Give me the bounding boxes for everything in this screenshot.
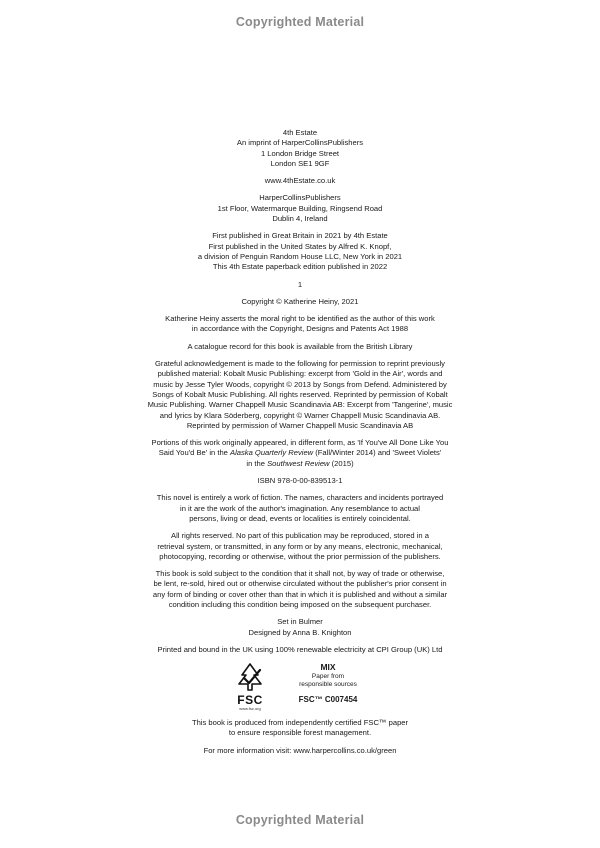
- journal-title: Alaska Quarterly Review: [230, 448, 314, 458]
- portions-line: Portions of this work originally appeared, in different form, as 'If You've All Done Like You: [151, 438, 449, 448]
- printing-number: 1: [297, 279, 303, 289]
- fsc-logo-url: www.fsc.org: [239, 706, 261, 712]
- fiction-line: persons, living or dead, events or localities is entirely coincidental.: [189, 513, 411, 523]
- address-line: Dublin 4, Ireland: [272, 214, 328, 224]
- fsc-code: FSC™ C007454: [298, 695, 358, 705]
- journal-title: Southwest Review: [267, 458, 330, 468]
- fiction-notice: [120, 493, 480, 524]
- fiction-line: This novel is entirely a work of fiction. The names, characters and incidents portrayed: [156, 493, 444, 503]
- portions-text: Said You'd Be' in the: [158, 448, 231, 458]
- moral-right-notice: [120, 314, 480, 335]
- more-info: For more information visit: www.harpercollins.co.uk/green: [203, 745, 397, 755]
- fsc-statement: [120, 718, 480, 739]
- acknowledgement-line: Grateful acknowledgement is made to the following for permission to reprint previously: [155, 359, 445, 369]
- sale-line: any form of binding or cover other than that in which it is published and without a similar: [152, 589, 448, 599]
- fsc-statement-line: This book is produced from independently certified FSC™ paper: [191, 718, 409, 728]
- address-line: 1st Floor, Watermarque Building, Ringsend Road: [217, 203, 383, 213]
- rights-reserved: [120, 531, 480, 562]
- fsc-logo-letters: FSC: [237, 693, 263, 708]
- history-line: This 4th Estate paperback edition published in 2022: [212, 262, 388, 272]
- sale-condition: [120, 569, 480, 610]
- acknowledgement-line: and lyrics by Klara Söderberg, copyright © Warner Chappell Music Scandinavia AB.: [159, 410, 441, 420]
- rights-line: retrieval system, or transmitted, in any form or by any means, electronic, mechanical,: [157, 541, 443, 551]
- copyright-page: [120, 128, 480, 763]
- acknowledgement-line: music by Jesse Tyler Woods, copyright © 2013 by Songs from Defend. Administered by: [153, 379, 447, 389]
- portions-notice: [120, 438, 480, 469]
- typesetting-credits: [120, 617, 480, 638]
- acknowledgements: [120, 359, 480, 431]
- portions-line: [120, 459, 480, 469]
- acknowledgement-line: Music Publishing. Warner Chappell Music Scandinavia AB: Excerpt from 'Tangerine', music: [147, 400, 453, 410]
- fsc-sub-line: Paper from: [311, 673, 345, 681]
- history-line: First published in the United States by Alfred K. Knopf,: [208, 241, 392, 251]
- publication-history: [120, 231, 480, 272]
- fsc-sub-line: responsible sources: [299, 681, 357, 689]
- publisher-line: An imprint of HarperCollinsPublishers: [236, 138, 364, 148]
- publisher-line: 1 London Bridge Street: [260, 148, 340, 158]
- rights-line: All rights reserved. No part of this publication may be reproduced, stored in a: [171, 531, 429, 541]
- watermark-bottom: Copyrighted Material: [235, 813, 365, 827]
- fsc-logo: [227, 662, 273, 711]
- acknowledgement-line: Reprinted by permission of Warner Chappell Music Scandinavia AB: [186, 420, 414, 430]
- rights-line: photocopying, recording or otherwise, without the prior permission of the publishers.: [159, 551, 441, 561]
- sale-line: be lent, re-sold, hired out or otherwise circulated without the publisher's prior consent in: [153, 579, 447, 589]
- publisher-website: www.4thEstate.co.uk: [264, 176, 336, 186]
- fsc-label: [283, 662, 373, 707]
- portions-text: (2015): [329, 458, 354, 468]
- isbn: ISBN 978-0-00-839513-1: [257, 476, 343, 486]
- typesetting-line: Set in Bulmer: [277, 617, 323, 627]
- history-line: First published in Great Britain in 2021 by 4th Estate: [212, 231, 388, 241]
- fsc-statement-line: to ensure responsible forest management.: [228, 728, 372, 738]
- printing-notice: Printed and bound in the UK using 100% renewable electricity at CPI Group (UK) Ltd: [157, 644, 443, 654]
- fsc-certification: [120, 662, 480, 712]
- harpercollins-address: [120, 193, 480, 224]
- fiction-line: in it are the work of the author's imagination. Any resemblance to actual: [180, 503, 420, 513]
- fsc-tree-check-icon: [230, 662, 270, 694]
- address-line: HarperCollinsPublishers: [259, 193, 341, 203]
- copyright-notice: Copyright © Katherine Heiny, 2021: [241, 296, 359, 306]
- moral-right-line: in accordance with the Copyright, Designs and Patents Act 1988: [191, 324, 409, 334]
- publisher-line: 4th Estate: [282, 128, 318, 137]
- portions-line: [120, 448, 480, 458]
- history-line: a division of Penguin Random House LLC, New York in 2021: [197, 251, 403, 261]
- sale-line: condition including this condition being imposed on the subsequent purchaser.: [168, 599, 432, 609]
- acknowledgement-line: Songs of Kobalt Music Publishing. All rights reserved. Reprinted by permission of Kobalt: [152, 389, 448, 399]
- fsc-mix: MIX: [320, 662, 336, 673]
- catalogue-record: A catalogue record for this book is available from the British Library: [187, 341, 413, 351]
- portions-text: (Fall/Winter 2014) and 'Sweet Violets': [313, 448, 442, 458]
- portions-text: in the: [246, 458, 268, 468]
- watermark-top: Copyrighted Material: [235, 15, 365, 29]
- moral-right-line: Katherine Heiny asserts the moral right to be identified as the author of this work: [165, 314, 435, 324]
- acknowledgement-line: published material: Kobalt Music Publishing: excerpt from 'Gold in the Air', words and: [157, 369, 443, 379]
- typesetting-line: Designed by Anna B. Knighton: [248, 627, 352, 637]
- publisher-line: London SE1 9GF: [270, 158, 330, 168]
- sale-line: This book is sold subject to the condition that it shall not, by way of trade or otherwise,: [155, 569, 445, 579]
- publisher-block: [120, 128, 480, 169]
